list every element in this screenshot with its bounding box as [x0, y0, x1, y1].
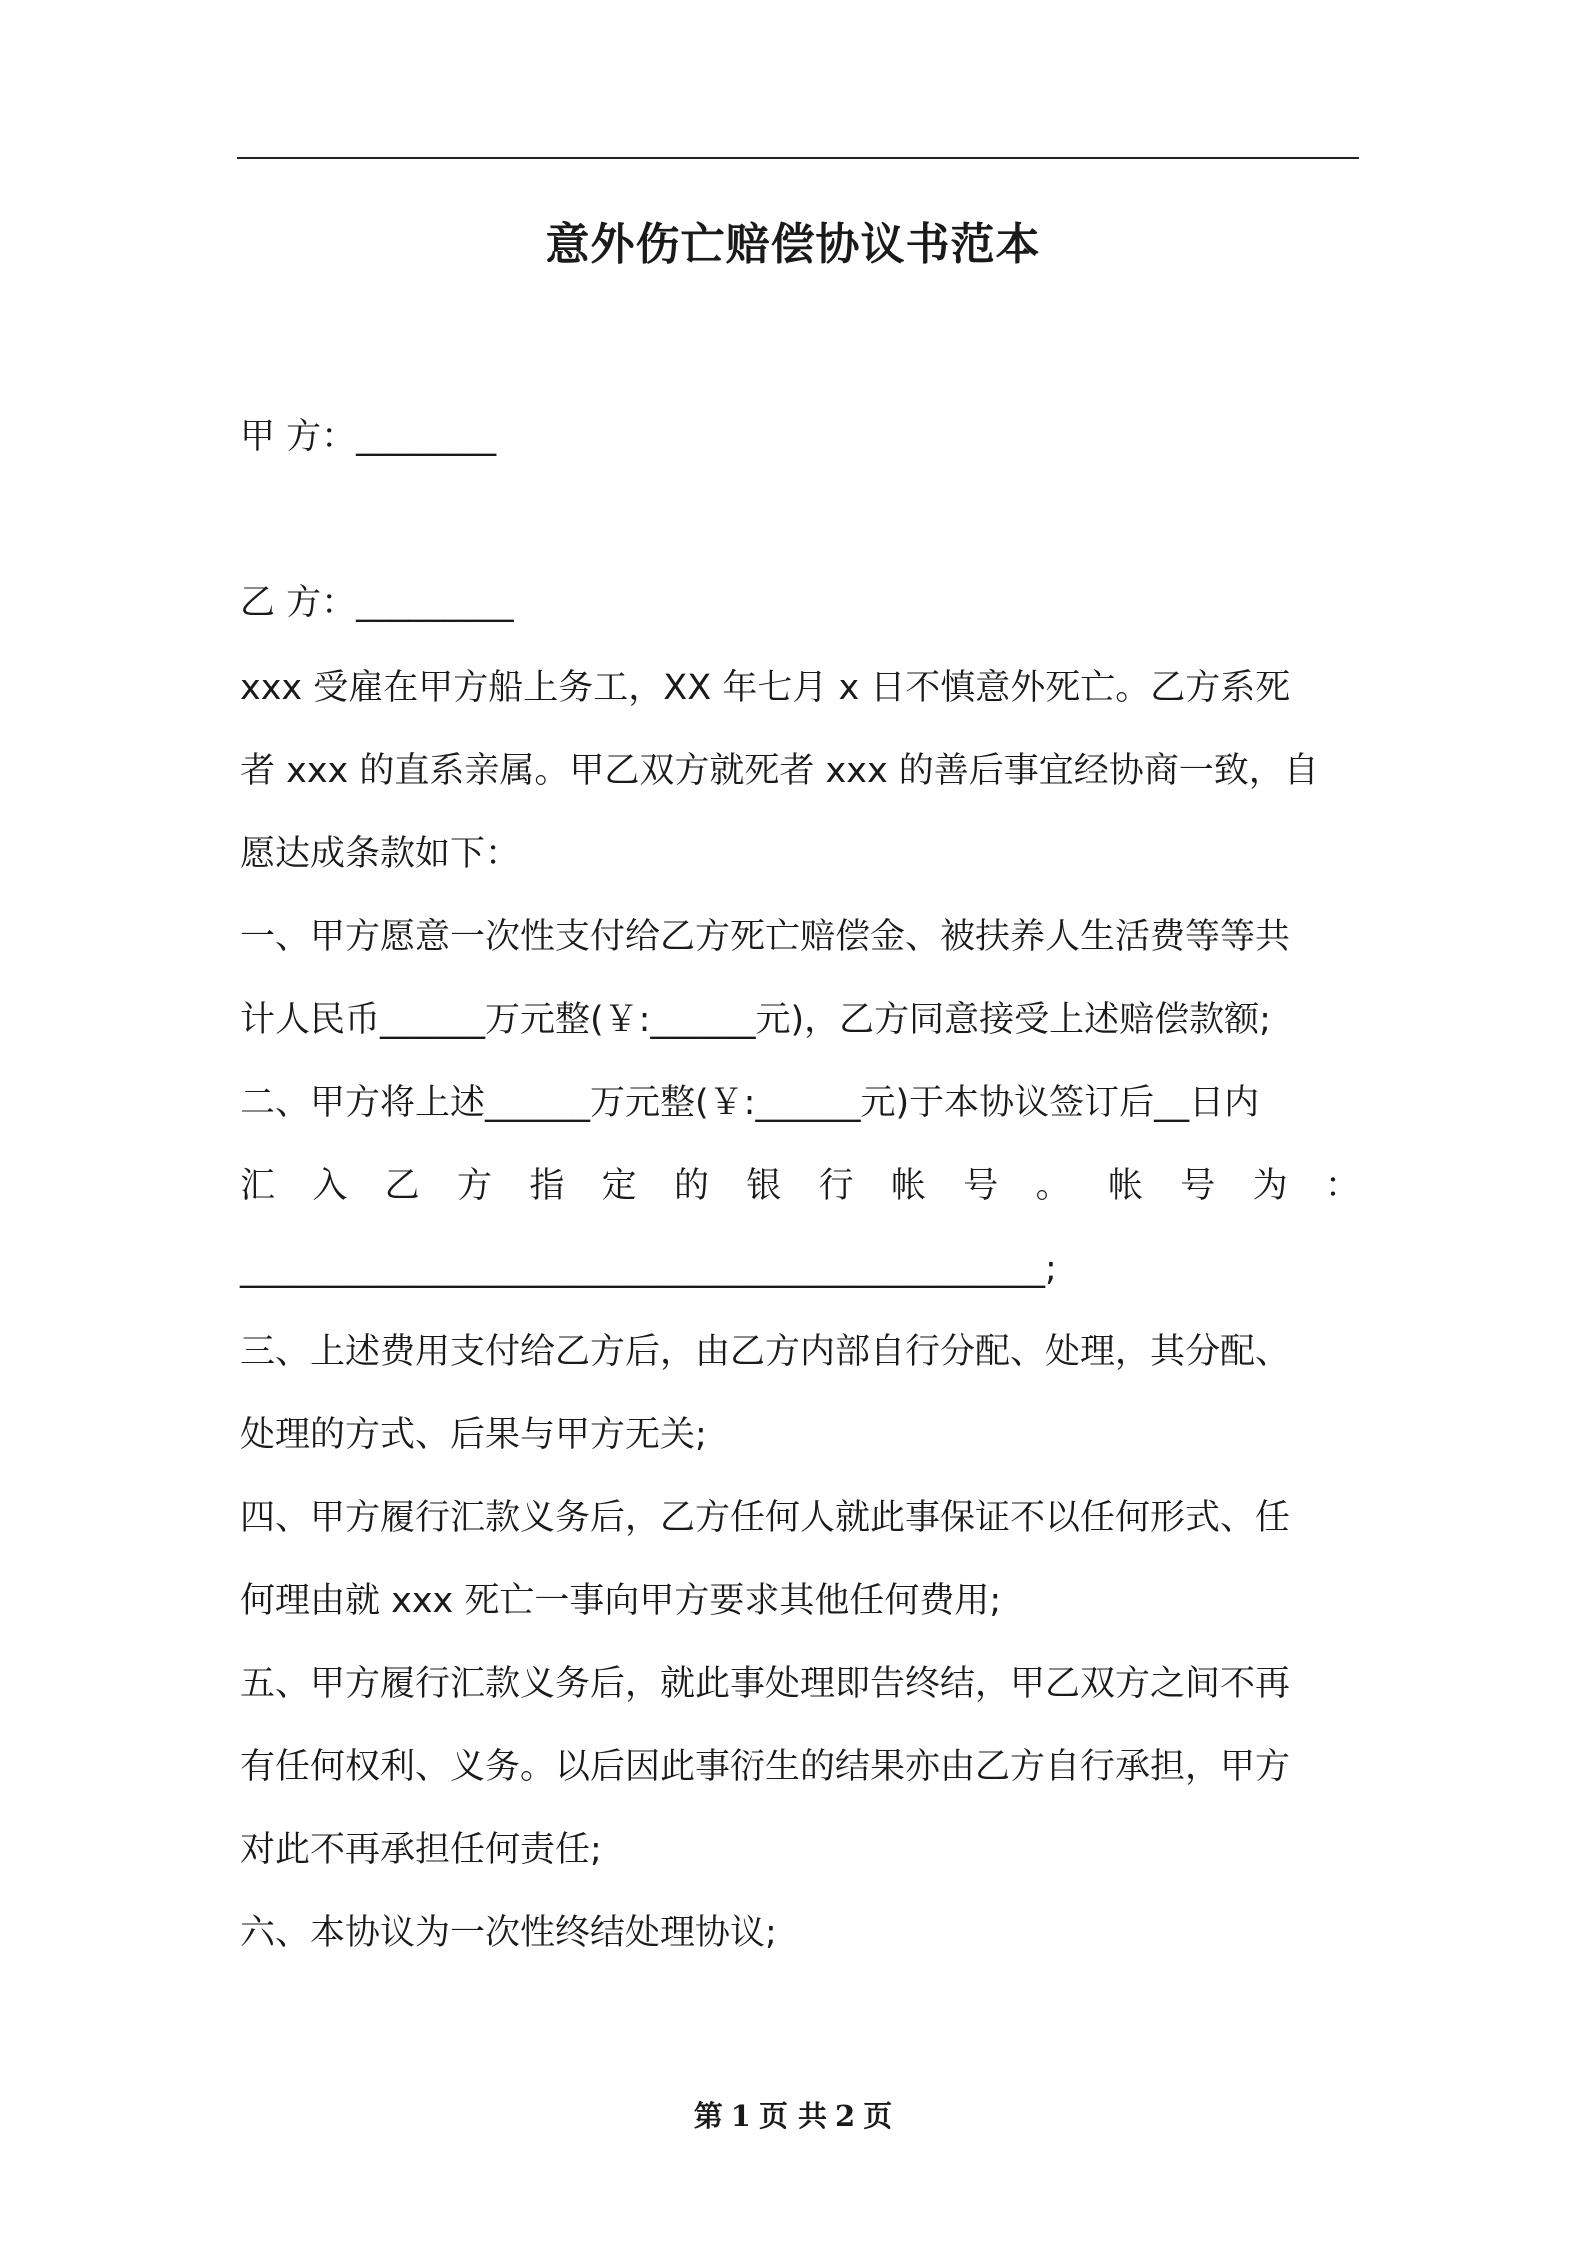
account-line — [240, 1161, 1360, 1211]
clause-1-line: 计人民币______万元整(￥:______元)，乙方同意接受上述赔偿款额; — [240, 1000, 1271, 1040]
footer-total-pages: 2 — [835, 2099, 856, 2133]
clause-3-line: 处理的方式、后果与甲方无关; — [240, 1415, 707, 1455]
account-char: 指 — [529, 1166, 565, 1206]
account-blank-line: ______________________________________________; — [240, 1249, 1057, 1289]
footer-prefix: 第 — [693, 2099, 723, 2133]
document-title: 意外伤亡赔偿协议书范本 — [545, 219, 1041, 270]
footer-suffix: 页 — [863, 2099, 893, 2133]
account-char: 号 — [963, 1166, 999, 1206]
account-char: 号 — [1180, 1166, 1216, 1206]
clause-5-line: 有任何权利、义务。以后因此事衍生的结果亦由乙方自行承担，甲方 — [240, 1747, 1291, 1787]
account-char: 汇 — [240, 1166, 276, 1206]
account-char: 乙 — [384, 1166, 420, 1206]
clause-4-line: 四、甲方履行汇款义务后，乙方任何人就此事保证不以任何形式、任 — [240, 1498, 1291, 1538]
clause-5-line: 对此不再承担任何责任; — [240, 1830, 602, 1870]
body-line: 愿达成条款如下： — [240, 834, 521, 874]
account-char: ： — [1324, 1166, 1360, 1206]
account-char: 方 — [456, 1166, 492, 1206]
party-b-line: 乙 方：_________ — [240, 583, 514, 623]
clause-1-line: 一、甲方愿意一次性支付给乙方死亡赔偿金、被扶养人生活费等等共 — [240, 917, 1291, 957]
footer-middle: 页 共 — [758, 2099, 828, 2133]
account-char: 入 — [312, 1166, 348, 1206]
account-char: 定 — [601, 1166, 637, 1206]
account-char: 银 — [746, 1166, 782, 1206]
footer-page-number: 1 — [730, 2099, 751, 2133]
clause-5-line: 五、甲方履行汇款义务后，就此事处理即告终结，甲乙双方之间不再 — [240, 1664, 1291, 1704]
account-char: 的 — [673, 1166, 709, 1206]
page-footer — [0, 2096, 1586, 2136]
header-rule — [237, 157, 1359, 159]
account-char: 行 — [818, 1166, 854, 1206]
account-char: 为 — [1252, 1166, 1288, 1206]
account-char: 。 — [1035, 1166, 1071, 1206]
clause-2-line: 二、甲方将上述______万元整(￥:______元)于本协议签订后__日内 — [240, 1083, 1260, 1123]
clause-3-line: 三、上述费用支付给乙方后，由乙方内部自行分配、处理，其分配、 — [240, 1332, 1291, 1372]
party-a-line: 甲 方：________ — [240, 417, 497, 457]
account-char: 帐 — [890, 1166, 926, 1206]
clause-6-line: 六、本协议为一次性终结处理协议; — [240, 1913, 777, 1953]
clause-4-line: 何理由就 xxx 死亡一事向甲方要求其他任何费用; — [240, 1581, 1002, 1621]
body-line: xxx 受雇在甲方船上务工，XX 年七月 x 日不慎意外死亡。乙方系死 — [240, 668, 1291, 708]
body-line: 者 xxx 的直系亲属。甲乙双方就死者 xxx 的善后事宜经协商一致，自 — [240, 751, 1319, 791]
account-char: 帐 — [1107, 1166, 1143, 1206]
